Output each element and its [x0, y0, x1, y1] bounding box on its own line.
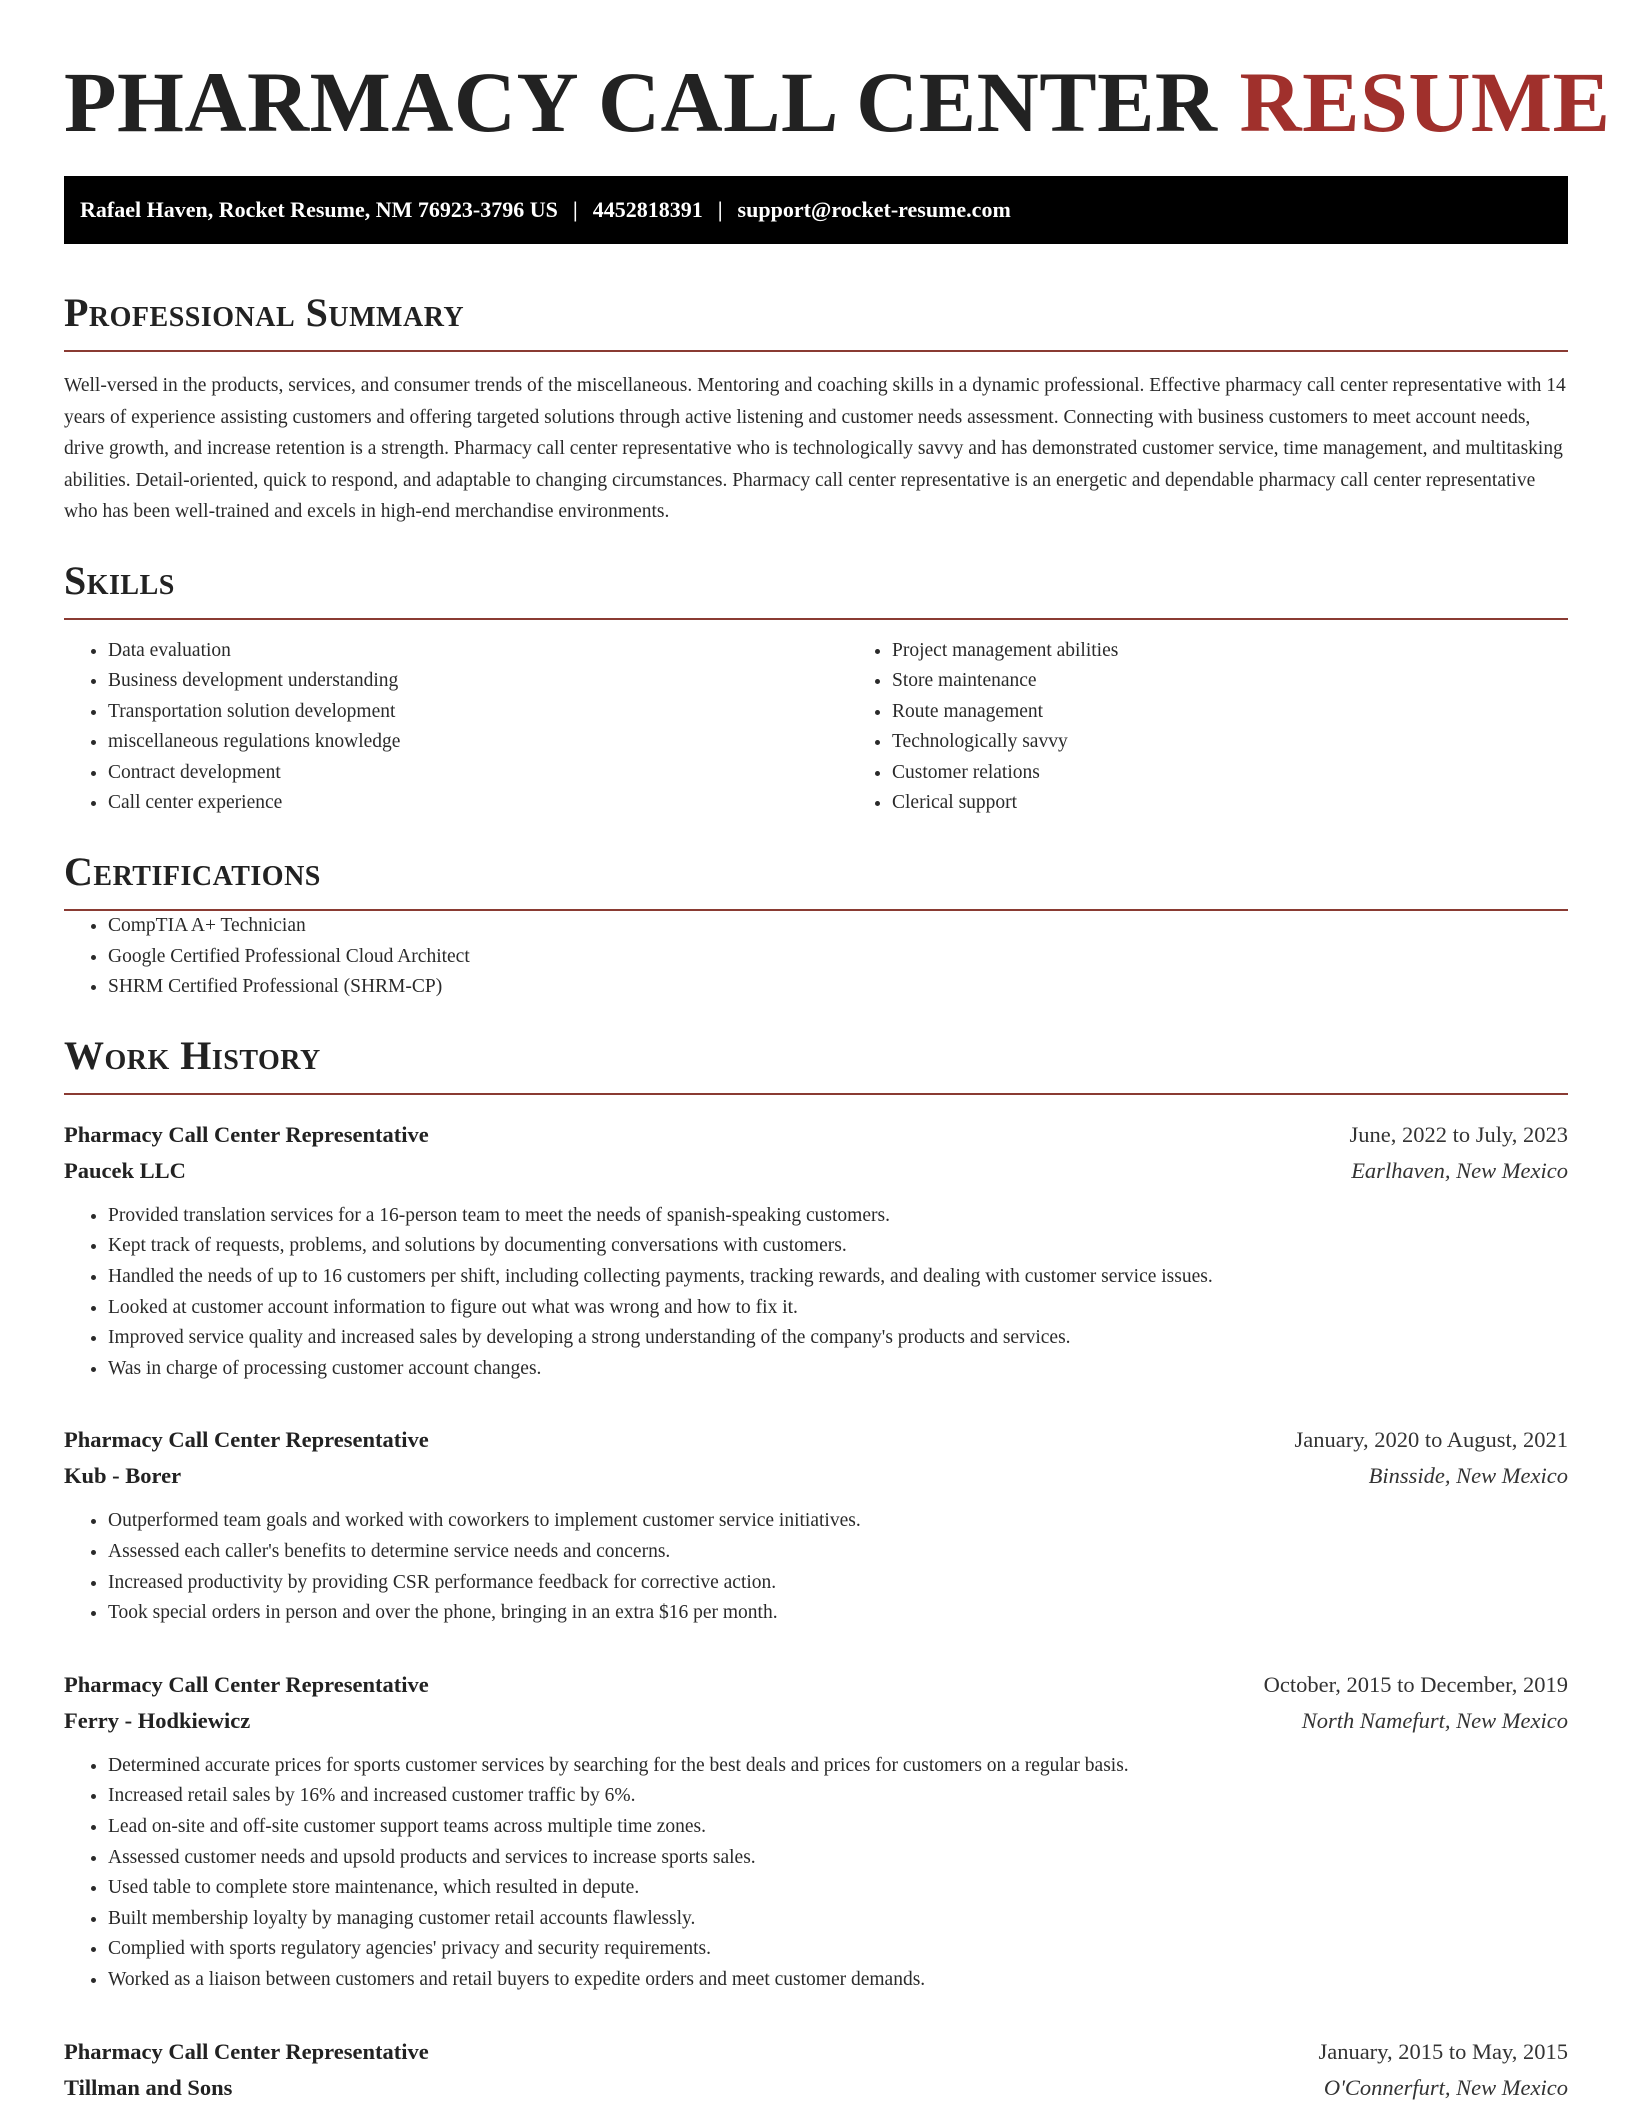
certifications-list: [64, 911, 1568, 1003]
job-bullets: [64, 1201, 1568, 1385]
job-bullet: • Increased productivity by providing CSR performance feedback for corrective action.: [108, 1568, 1568, 1599]
contact-separator: |: [572, 197, 578, 222]
job-bullet: • Was in charge of processing customer account changes.: [108, 1354, 1568, 1385]
certification-item: • SHRM Certified Professional (SHRM-CP): [108, 972, 1568, 1003]
job-entry: [64, 2034, 1568, 2106]
job-company: Kub - Borer: [64, 1463, 182, 1489]
skill-item: • miscellaneous regulations knowledge: [108, 727, 848, 758]
certification-item: • Google Certified Professional Cloud Architect: [108, 942, 1568, 973]
title-accent: RESUME: [1239, 54, 1611, 150]
skill-item: • Contract development: [108, 758, 848, 789]
job-bullet: • Improved service quality and increased sales by developing a strong understanding of the company's products and services.: [108, 1323, 1568, 1354]
skill-item: • Technologically savvy: [892, 727, 1568, 758]
title-main: PHARMACY CALL CENTER: [64, 54, 1218, 150]
job-bullet: • Used table to complete store maintenance, which resulted in depute.: [108, 1873, 1568, 1904]
job-dates: January, 2020 to August, 2021: [1294, 1427, 1568, 1453]
skills-list-right: [848, 636, 1568, 820]
job-entry: [64, 1117, 1568, 1385]
contact-phone: 4452818391: [592, 197, 703, 222]
job-entry: [64, 1422, 1568, 1628]
job-company-row: [64, 2070, 1568, 2106]
skills-section: [64, 558, 1568, 820]
skill-item: • Clerical support: [892, 788, 1568, 819]
job-location: Binsside, New Mexico: [1368, 1463, 1568, 1489]
job-bullet: • Kept track of requests, problems, and solutions by documenting conversations with customers.: [108, 1231, 1568, 1262]
job-bullet: • Built membership loyalty by managing customer retail accounts flawlessly.: [108, 1904, 1568, 1935]
job-title: Pharmacy Call Center Representative: [64, 1671, 429, 1697]
job-company: Ferry - Hodkiewicz: [64, 1707, 251, 1733]
job-entry: [64, 1667, 1568, 1996]
job-bullet: • Lead on-site and off-site customer support teams across multiple time zones.: [108, 1812, 1568, 1843]
skill-item: • Business development understanding: [108, 666, 848, 697]
job-bullet: • Provided translation services for a 16-person team to meet the needs of spanish-speaking customers.: [108, 1201, 1568, 1232]
job-header-row: [64, 1422, 1568, 1458]
skill-item: • Project management abilities: [892, 636, 1568, 667]
job-bullets: [64, 1751, 1568, 1996]
job-header-row: [64, 1667, 1568, 1703]
job-bullet: • Increased retail sales by 16% and increased customer traffic by 6%.: [108, 1781, 1568, 1812]
job-company-row: [64, 1703, 1568, 1739]
job-company-row: [64, 1153, 1568, 1189]
job-bullet: • Took special orders in person and over the phone, bringing in an extra $16 per month.: [108, 1598, 1568, 1629]
certification-item: • CompTIA A+ Technician: [108, 911, 1568, 942]
job-dates: January, 2015 to May, 2015: [1318, 2038, 1568, 2064]
contact-email: support@rocket-resume.com: [737, 197, 1011, 222]
job-location: Earlhaven, New Mexico: [1351, 1157, 1568, 1183]
skill-item: • Store maintenance: [892, 666, 1568, 697]
job-bullet: • Outperformed team goals and worked with coworkers to implement customer service initiatives.: [108, 1506, 1568, 1537]
certifications-section: [64, 849, 1568, 1003]
job-dates: October, 2015 to December, 2019: [1263, 1671, 1568, 1697]
job-bullet: • Complied with sports regulatory agencies' privacy and security requirements.: [108, 1934, 1568, 1965]
job-bullet: • Worked as a liaison between customers and retail buyers to expedite orders and meet customer demands.: [108, 1965, 1568, 1996]
section-heading-certifications: Certifications: [64, 849, 1568, 911]
job-bullet: • Assessed each caller's benefits to determine service needs and concerns.: [108, 1537, 1568, 1568]
skill-item: • Transportation solution development: [108, 697, 848, 728]
job-bullet: • Determined accurate prices for sports customer services by searching for the best deals and prices for customers on a regular basis.: [108, 1751, 1568, 1782]
summary-section: [64, 290, 1568, 528]
job-bullets: [64, 1506, 1568, 1628]
skill-item: • Route management: [892, 697, 1568, 728]
job-bullet: • Looked at customer account information to figure out what was wrong and how to fix it.: [108, 1293, 1568, 1324]
contact-bar: [64, 176, 1568, 244]
contact-address: Rafael Haven, Rocket Resume, NM 76923-3796 US: [80, 197, 558, 222]
job-header-row: [64, 2034, 1568, 2070]
contact-separator: |: [717, 197, 723, 222]
job-company: Tillman and Sons: [64, 2074, 233, 2100]
resume-title: [64, 0, 1611, 150]
skill-item: • Data evaluation: [108, 636, 848, 667]
skills-grid: [64, 636, 1568, 820]
job-header-row: [64, 1117, 1568, 1153]
section-heading-summary: Professional Summary: [64, 290, 1568, 352]
job-title: Pharmacy Call Center Representative: [64, 2038, 429, 2064]
job-company-row: [64, 1458, 1568, 1494]
job-dates: June, 2022 to July, 2023: [1349, 1121, 1568, 1147]
skills-list-left: [64, 636, 848, 820]
skill-item: • Call center experience: [108, 788, 848, 819]
job-location: O'Connerfurt, New Mexico: [1323, 2074, 1568, 2100]
work-history-section: [64, 1033, 1568, 2106]
section-heading-skills: Skills: [64, 558, 1568, 620]
job-bullet: • Handled the needs of up to 16 customers per shift, including collecting payments, tracking rewards, and dealing with customer service issues.: [108, 1262, 1568, 1293]
job-bullet: • Assessed customer needs and upsold products and services to increase sports sales.: [108, 1843, 1568, 1874]
skill-item: • Customer relations: [892, 758, 1568, 789]
summary-text: Well-versed in the products, services, and consumer trends of the miscellaneous. Mentoring and coaching skills in a dynamic professional. Effective pharmacy call center representative with 14 years of experience assisting customers and offering targeted solutions through active listening and customer needs assessment. Connecting with business customers to meet account needs, drive growth, and increase retention is a strength. Pharmacy call center representative who is technologically savvy and has demonstrated customer service, time management, and multitasking abilities. Detail-oriented, quick to respond, and adaptable to changing circumstances. Pharmacy call center representative is an energetic and dependable pharmacy call center representative who has been well-trained and excels in high-end merchandise environments.: [64, 375, 1566, 522]
job-location: North Namefurt, New Mexico: [1301, 1707, 1568, 1733]
job-title: Pharmacy Call Center Representative: [64, 1427, 429, 1453]
job-company: Paucek LLC: [64, 1157, 186, 1183]
section-heading-work-history: Work History: [64, 1033, 1568, 1095]
job-title: Pharmacy Call Center Representative: [64, 1121, 429, 1147]
